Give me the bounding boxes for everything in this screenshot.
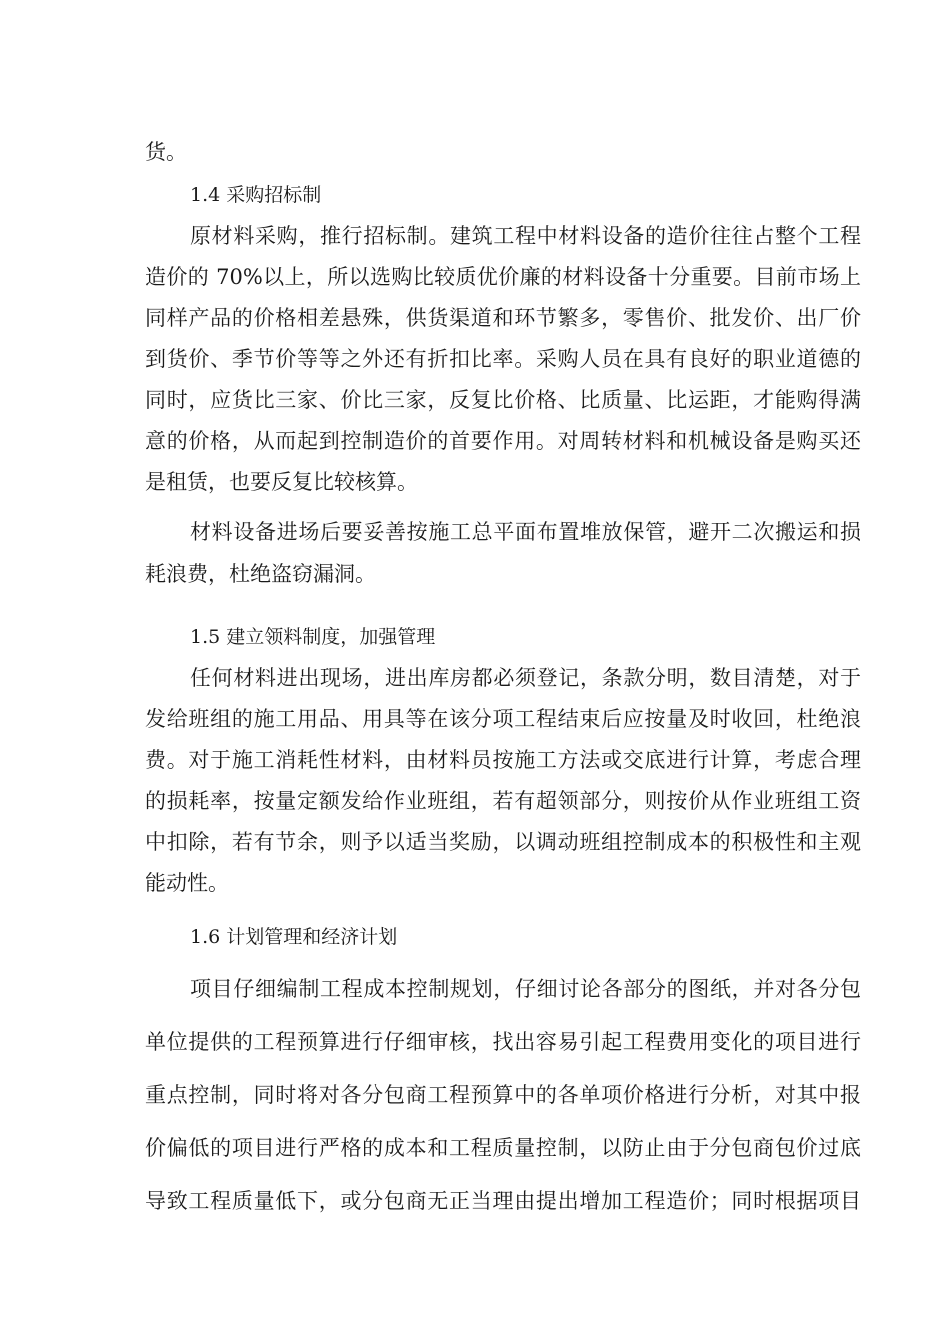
- paragraph-line: 原材料采购，推行招标制。建筑工程中材料设备的造价往往占整个工程: [190, 224, 861, 248]
- paragraph-line: 价偏低的项目进行严格的成本和工程质量控制，以防止由于分包商包价过底: [145, 1136, 861, 1160]
- paragraph-line: 同时，应货比三家、价比三家，反复比价格、比质量、比运距，才能购得满: [145, 388, 861, 412]
- paragraph-line: 的损耗率，按量定额发给作业班组，若有超领部分，则按价从作业班组工资: [145, 789, 861, 813]
- section-heading-1-5: 1.5 建立领料制度，加强管理: [190, 626, 436, 648]
- paragraph-line: 材料设备进场后要妥善按施工总平面布置堆放保管，避开二次搬运和损: [190, 520, 861, 544]
- paragraph-line: 项目仔细编制工程成本控制规划，仔细讨论各部分的图纸，并对各分包: [190, 977, 861, 1001]
- paragraph-line: 导致工程质量低下，或分包商无正当理由提出增加工程造价；同时根据项目: [145, 1189, 861, 1213]
- paragraph-line: 发给班组的施工用品、用具等在该分项工程结束后应按量及时收回，杜绝浪: [145, 707, 861, 731]
- section-heading-1-4: 1.4 采购招标制: [190, 184, 322, 206]
- paragraph-fragment: 货。: [145, 140, 187, 164]
- paragraph-line: 单位提供的工程预算进行仔细审核，找出容易引起工程费用变化的项目进行: [145, 1030, 861, 1054]
- paragraph-line: 造价的 70%以上，所以选购比较质优价廉的材料设备十分重要。目前市场上: [145, 265, 861, 289]
- paragraph-line: 是租赁，也要反复比较核算。: [145, 470, 418, 494]
- section-heading-1-6: 1.6 计划管理和经济计划: [190, 926, 398, 948]
- paragraph-line: 能动性。: [145, 871, 229, 895]
- paragraph-line: 同样产品的价格相差悬殊，供货渠道和环节繁多，零售价、批发价、出厂价: [145, 306, 861, 330]
- paragraph-line: 任何材料进出现场，进出库房都必须登记，条款分明，数目清楚，对于: [190, 666, 861, 690]
- paragraph-line: 耗浪费，杜绝盗窃漏洞。: [145, 562, 376, 586]
- paragraph-line: 到货价、季节价等等之外还有折扣比率。采购人员在具有良好的职业道德的: [145, 347, 861, 371]
- paragraph-line: 费。对于施工消耗性材料，由材料员按施工方法或交底进行计算，考虑合理: [145, 748, 861, 772]
- paragraph-line: 意的价格，从而起到控制造价的首要作用。对周转材料和机械设备是购买还: [145, 429, 861, 453]
- paragraph-line: 中扣除，若有节余，则予以适当奖励，以调动班组控制成本的积极性和主观: [145, 830, 861, 854]
- paragraph-line: 重点控制，同时将对各分包商工程预算中的各单项价格进行分析，对其中报: [145, 1083, 861, 1107]
